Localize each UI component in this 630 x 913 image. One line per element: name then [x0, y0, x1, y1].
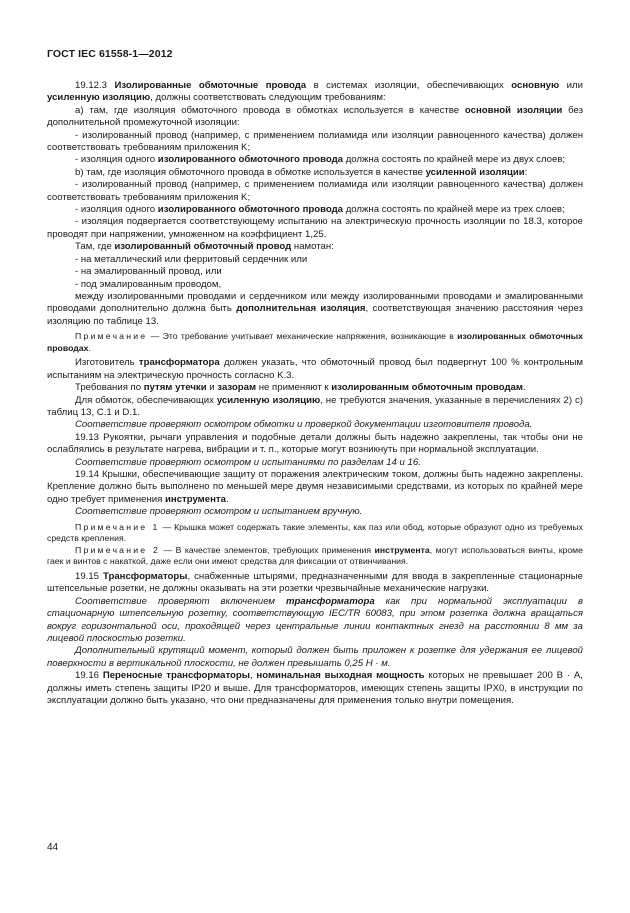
text-run: в системах изоляции, обеспечивающих: [306, 80, 512, 91]
bold-term: изолированным обмоточным проводам: [331, 382, 523, 394]
page-number: 44: [47, 842, 59, 853]
text-run: Примечание 2: [75, 544, 160, 555]
text-run: должна состоять по крайней мере из трех слоев;: [343, 204, 565, 216]
bold-term: Переносные трансформаторы: [102, 670, 250, 682]
bold-term: изолированного обмоточного провода: [157, 154, 344, 166]
text-run: без дополнительной промежуточной изоляции:: [47, 104, 584, 129]
bold-term: инструмента: [165, 493, 226, 505]
text-run: 19.16: [75, 670, 103, 682]
text-run: 19.12.3: [75, 80, 115, 91]
text-run: :: [524, 166, 528, 178]
document-body: [47, 80, 583, 707]
bold-term: дополнительная изоляция: [236, 303, 366, 315]
text-run: , должны соответствовать следующим требованиям:: [150, 92, 386, 104]
body-paragraph: [47, 596, 583, 646]
bold-term: Изолированные обмоточные провода: [114, 80, 307, 91]
bold-term: путям утечки: [143, 382, 207, 394]
text-run: Там, где: [75, 241, 115, 253]
text-run: Примечание 1: [75, 521, 160, 532]
text-run: Соответствие проверяют осмотром обмотки и проверкой документации изготовителя провода.: [75, 419, 533, 431]
body-paragraph: [47, 216, 583, 241]
text-run: - изолированный провод (например, с применением полиамида или изоляции равноценного качества) должен соответствовать требованиям приложения K;: [47, 129, 583, 154]
text-run: , могут использоваться винты, кроме гаек и винтов с накаткой, даже если они имеют средства для фиксации от отвинчивания.: [47, 544, 583, 567]
text-run: Требования по: [75, 382, 144, 394]
text-run: Примечание: [75, 331, 148, 342]
document-header: ГОСТ IEC 61558-1—2012: [47, 48, 173, 60]
body-paragraph: [47, 167, 583, 179]
text-run: Дополнительный крутящий момент, который должен быть приложен к розетке для удержания ее лицевой поверхности в вертикальной плоскости, не должен превышать 0,25 Н · м.: [47, 645, 583, 669]
text-run: между изолированными проводами и сердечником или между изолированными проводами и эмалированными проводами дополнительно должна быть: [47, 290, 583, 315]
text-run: - изолированный провод (например, с применением полиамида или изоляции равноценного качества) должен соответствовать требованиям приложения K;: [47, 179, 583, 203]
bold-term: изолированный обмоточный провод: [114, 241, 292, 253]
body-paragraph: [47, 432, 583, 457]
bold-term: изолированных обмоточных проводах: [47, 331, 584, 353]
text-run: a) там, где изоляция обмоточного провода в обмотках используется в качестве: [75, 104, 465, 116]
text-run: .: [225, 493, 229, 505]
text-run: - на эмалированный провод, или: [75, 266, 222, 278]
body-paragraph: [47, 291, 583, 328]
bold-term: трансформатора: [285, 595, 375, 607]
text-run: , не требуются значения, указанные в перечислениях 2) c) таблиц 13, C.1 и D.1.: [47, 394, 583, 418]
bold-term: трансформатора: [138, 357, 220, 369]
body-paragraph: [47, 204, 583, 216]
note-paragraph: [47, 545, 583, 568]
text-run: Для обмоток, обеспечивающих: [75, 394, 217, 406]
text-run: - на металлический или ферритовый сердечник или: [75, 253, 308, 265]
bold-term: Трансформаторы: [102, 570, 188, 582]
bold-term: зазорам: [217, 382, 257, 394]
text-run: и: [206, 382, 218, 394]
note-paragraph: [47, 331, 583, 354]
text-run: - изоляция подвергается соответствующему испытанию на электрическую прочность изоляции по 18.3, которое проводят при напряжении, умноженном на коэффициент 1,25.: [47, 216, 583, 240]
text-run: 19.15: [75, 570, 103, 582]
bold-term: основную: [511, 80, 560, 91]
body-paragraph: [47, 382, 583, 394]
text-run: должна состоять по крайней мере из двух слоев;: [343, 154, 566, 166]
body-paragraph: [47, 670, 583, 707]
text-run: не применяют к: [256, 382, 332, 394]
text-run: — Крышка может содержать такие элементы, как паз или обод, которые образуют одно из требуемых средств крепления.: [47, 521, 584, 544]
text-run: - изоляция одного: [75, 204, 158, 216]
text-run: намотан:: [291, 241, 334, 253]
text-run: , снабженные штырями, предназначенными для ввода в закрепленные стационарные штепсельные розетки, не должны оказывать на эти розетки чрезвычайные механические нагрузки.: [47, 570, 583, 595]
text-run: 19.14 Крышки, обеспечивающие защиту от поражения электрическим током, должны быть надежно закреплены. Крепление должно быть выполнено по меньшей мере двумя независимыми средствами, из которых по крайней мере одно требует применения: [47, 468, 583, 505]
bold-term: усиленную изоляцию: [47, 92, 151, 104]
text-run: .: [523, 382, 526, 394]
text-run: или: [559, 80, 583, 91]
body-paragraph: [47, 154, 583, 166]
text-run: - под эмалированным проводом,: [75, 278, 222, 290]
bold-term: изолированного обмоточного провода: [157, 204, 344, 216]
text-run: которых не превышает 200 В · А, должны иметь степень защиты IP20 и выше. Для трансформаторов, имеющих степень защиты IPX0, в инструкции по эксплуатации должно быть указано, что они предназначены для применения только внутри помещения.: [47, 670, 583, 707]
body-paragraph: [47, 254, 583, 266]
bold-term: основной изоляции: [464, 104, 563, 116]
body-paragraph: [47, 241, 583, 253]
body-paragraph: [47, 130, 583, 155]
note-paragraph: [47, 522, 583, 545]
text-run: — В качестве элементов, требующих применения: [159, 544, 375, 555]
body-paragraph: [47, 80, 583, 105]
body-paragraph: [47, 469, 583, 506]
text-run: b) там, где изоляция обмоточного провода в обмотке используется в качестве: [75, 166, 426, 178]
text-run: ,: [249, 670, 257, 682]
text-run: Соответствие проверяют осмотром и испытанием вручную.: [75, 506, 363, 518]
body-paragraph: [47, 266, 583, 278]
body-paragraph: [47, 105, 583, 130]
body-paragraph: [47, 571, 583, 596]
text-run: Изготовитель: [75, 357, 139, 369]
text-run: .: [88, 342, 91, 353]
body-paragraph: [47, 457, 583, 469]
body-paragraph: [47, 645, 583, 670]
bold-term: инструмента: [374, 544, 430, 555]
text-run: Соответствие проверяют включением: [75, 595, 286, 607]
body-paragraph: [47, 506, 583, 518]
body-paragraph: [47, 395, 583, 420]
text-run: 19.13 Рукоятки, рычаги управления и подобные детали должны быть надежно закреплены, так чтобы они не ослаблялись в результате нагрева, вибрации и т. п., которые могут возникнуть при нормальной эксплуатации.: [47, 431, 583, 456]
body-paragraph: [47, 279, 583, 291]
bold-term: усиленную изоляцию: [216, 394, 321, 406]
text-run: — Это требование учитывает механические напряжения, возникающие в: [147, 331, 458, 342]
text-run: Соответствие проверяют осмотром и испытаниями по разделам 14 и 16.: [75, 456, 421, 468]
text-run: , соответствующая значению расстояния через изоляцию по таблице 13.: [47, 303, 583, 327]
body-paragraph: [47, 357, 583, 382]
text-run: как при нормальной эксплуатации в стационарную штепсельную розетку, соответствующую IEC/TR 60083, при этом розетка должна вращаться вокруг горизонтальной оси, проходящей через центральные линии контактных гнезд на расстоянии 8 мм за лицевой плоскостью розетки.: [47, 595, 583, 644]
body-paragraph: [47, 419, 583, 431]
bold-term: усиленной изоляции: [425, 166, 525, 178]
body-paragraph: [47, 179, 583, 204]
text-run: должен указать, что обмоточный провод был подвергнут 100 % контрольным испытаниям на электрическую прочность согласно K.3.: [47, 357, 583, 381]
text-run: - изоляция одного: [75, 154, 158, 166]
bold-term: номинальная выходная мощность: [256, 670, 425, 682]
